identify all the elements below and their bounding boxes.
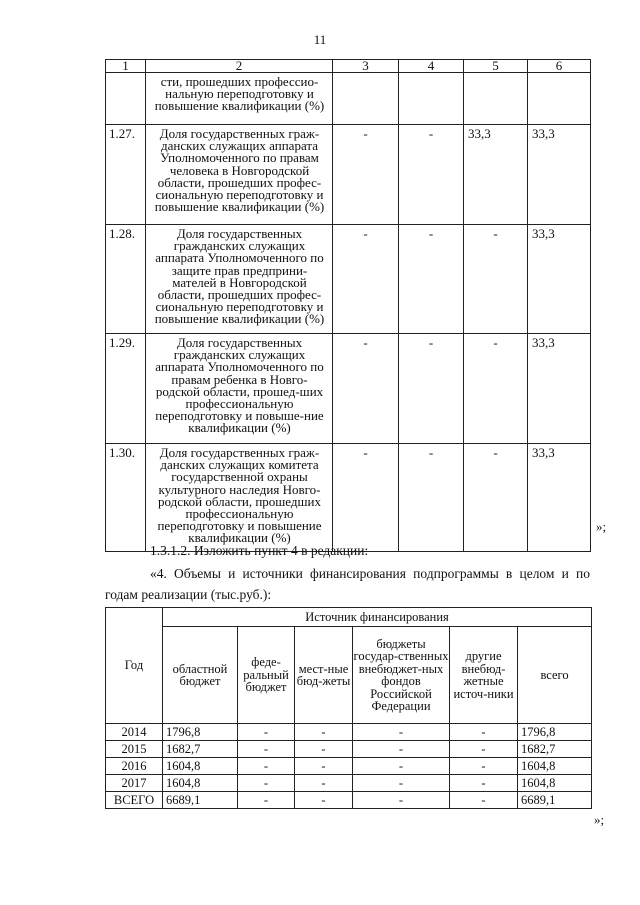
column-header: всего — [518, 627, 592, 724]
value-cell: - — [295, 741, 353, 758]
value-cell: 33,3 — [528, 334, 591, 444]
page-number: 11 — [313, 32, 327, 47]
table-row — [106, 775, 592, 792]
value-cell: - — [353, 758, 450, 775]
year-header: Год — [106, 608, 163, 724]
value-cell: 33,3 — [464, 125, 528, 225]
indicator-name: Доля государственных гражданских служащих аппарата Уполномоченного по правам ребенка в Новго-родской области, прошед-ших профессиональную переподготовку и повыше-ние квалификации (%) — [146, 334, 333, 444]
value-cell: 1682,7 — [518, 741, 592, 758]
value-cell: - — [333, 334, 399, 444]
table-row — [106, 334, 591, 444]
value-cell: - — [353, 741, 450, 758]
value-cell: - — [353, 775, 450, 792]
value-cell: 1604,8 — [163, 775, 238, 792]
value-cell — [464, 73, 528, 125]
row-number: 1.30. — [106, 444, 146, 552]
column-header: другие внебюд-жетные источ-ники — [450, 627, 518, 724]
source-group-header: Источник финансирования — [163, 608, 592, 627]
column-header: 5 — [464, 60, 528, 73]
value-cell — [333, 73, 399, 125]
indicator-name: Доля государственных гражданских служащих аппарата Уполномоченного по защите прав предприни-мателей в Новгородской области, прошедших профес-сиональную переподготовку и повышение квалификации (%) — [146, 225, 333, 334]
value-cell: - — [450, 741, 518, 758]
value-cell: 6689,1 — [518, 792, 592, 809]
value-cell: 33,3 — [528, 444, 591, 552]
year-cell: 2014 — [106, 724, 163, 741]
value-cell: - — [464, 444, 528, 552]
indicator-table — [105, 59, 591, 552]
value-cell: - — [295, 758, 353, 775]
value-cell: 1796,8 — [518, 724, 592, 741]
year-cell: ВСЕГО — [106, 792, 163, 809]
value-cell: 1682,7 — [163, 741, 238, 758]
table-row — [106, 741, 592, 758]
value-cell: - — [450, 775, 518, 792]
value-cell: 33,3 — [528, 125, 591, 225]
value-cell: - — [333, 225, 399, 334]
table-row — [106, 125, 591, 225]
year-cell: 2015 — [106, 741, 163, 758]
value-cell: - — [238, 724, 295, 741]
column-header: 3 — [333, 60, 399, 73]
value-cell: - — [450, 724, 518, 741]
indicator-name: сти, прошедших профессио-нальную переподготовку и повышение квалификации (%) — [146, 73, 333, 125]
value-cell: - — [238, 775, 295, 792]
closing-quote: »; — [594, 812, 605, 827]
column-header: 6 — [528, 60, 591, 73]
table-row — [106, 444, 591, 552]
value-cell: 1604,8 — [163, 758, 238, 775]
year-cell: 2017 — [106, 775, 163, 792]
indicator-name: Доля государственных граж-данских служащих аппарата Уполномоченного по правам человека в Новгородской области, прошедших профес-сиональную переподготовку и повышение квалификации (%) — [146, 125, 333, 225]
paragraph: «4. Объемы и источники финансирования подпрограммы в целом и по годам реализации (тыс.руб.): — [105, 566, 590, 602]
value-cell: 6689,1 — [163, 792, 238, 809]
table-row — [106, 73, 591, 125]
column-header: 4 — [399, 60, 464, 73]
table-row — [106, 724, 592, 741]
year-cell: 2016 — [106, 758, 163, 775]
indicator-name: Доля государственных граж-данских служащих комитета государственной охраны культурного наследия Новго-родской области, прошедших профессиональную переподготовку и повышение квалификации (%) — [146, 444, 333, 552]
value-cell: - — [295, 792, 353, 809]
value-cell — [528, 73, 591, 125]
value-cell: 1796,8 — [163, 724, 238, 741]
value-cell: - — [399, 125, 464, 225]
closing-quote: »; — [596, 519, 607, 534]
value-cell: - — [450, 792, 518, 809]
row-number: 1.28. — [106, 225, 146, 334]
value-cell: - — [333, 125, 399, 225]
row-number: 1.27. — [106, 125, 146, 225]
row-number: 1.29. — [106, 334, 146, 444]
value-cell: 33,3 — [528, 225, 591, 334]
column-header: 2 — [146, 60, 333, 73]
value-cell: 1604,8 — [518, 758, 592, 775]
value-cell: - — [399, 444, 464, 552]
column-header: областной бюджет — [163, 627, 238, 724]
row-number — [106, 73, 146, 125]
value-cell: - — [295, 724, 353, 741]
value-cell: 1604,8 — [518, 775, 592, 792]
paragraph: 1.3.1.2. Изложить пункт 4 в редакции: — [150, 543, 369, 558]
table-row — [106, 758, 592, 775]
value-cell: - — [464, 225, 528, 334]
value-cell: - — [464, 334, 528, 444]
value-cell: - — [450, 758, 518, 775]
value-cell: - — [399, 225, 464, 334]
column-header: феде-ральный бюджет — [238, 627, 295, 724]
table-row — [106, 792, 592, 809]
value-cell: - — [353, 792, 450, 809]
column-header: бюджеты государ-ственных внебюджет-ных фондов Российской Федерации — [353, 627, 450, 724]
column-header: 1 — [106, 60, 146, 73]
value-cell: - — [238, 758, 295, 775]
value-cell: - — [295, 775, 353, 792]
column-header: мест-ные бюд-жеты — [295, 627, 353, 724]
value-cell: - — [238, 792, 295, 809]
table-row — [106, 225, 591, 334]
value-cell: - — [333, 444, 399, 552]
finance-table — [105, 607, 592, 809]
value-cell: - — [238, 741, 295, 758]
indicator-table-header — [106, 60, 591, 73]
value-cell — [399, 73, 464, 125]
value-cell: - — [353, 724, 450, 741]
value-cell: - — [399, 334, 464, 444]
